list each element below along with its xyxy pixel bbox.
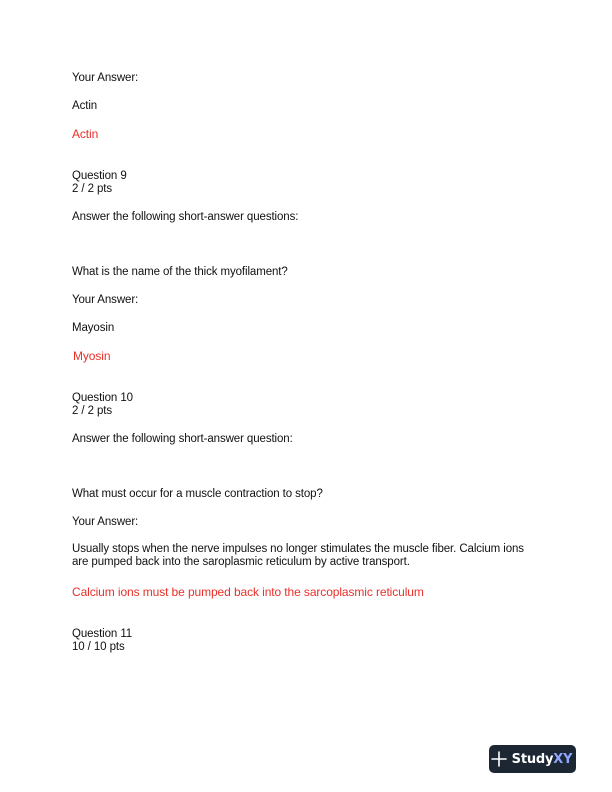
q9-instruction: Answer the following short-answer questions: [72,211,299,223]
studyxy-badge[interactable] [489,745,576,773]
q10-points: 2 / 2 pts [72,405,113,417]
q11-title: Question 11 [72,628,133,640]
q9-title: Question 9 [72,170,127,182]
q9-student-answer: Mayosin [72,322,115,334]
brand-accent: XY [553,751,573,767]
q10-title: Question 10 [72,392,133,404]
q10-prompt: What must occur for a muscle contraction to stop? [72,488,323,500]
q10-your-answer-label: Your Answer: [72,516,139,528]
q8-correct-answer: Actin [72,127,99,141]
q8-student-answer: Actin [72,100,98,112]
q9-points: 2 / 2 pts [72,183,113,195]
q9-your-answer-label: Your Answer: [72,294,139,306]
q8-your-answer-label: Your Answer: [72,72,139,84]
q11-points: 10 / 10 pts [72,641,125,653]
plus-sparkle-icon [491,751,507,767]
brand-main: Study [511,751,554,767]
q10-student-answer: Usually stops when the nerve impulses no longer stimulates the muscle fiber. Calcium ions are pumped back into the saroplasmic reticulum by active transport. [72,543,524,568]
q10-instruction: Answer the following short-answer question: [72,433,293,445]
studyxy-logo-text [512,752,573,767]
q10-correct-answer: Calcium ions must be pumped back into the sarcoplasmic reticulum [72,585,424,599]
q9-prompt: What is the name of the thick myofilament? [72,266,288,278]
q9-correct-answer: Myosin [73,349,111,363]
